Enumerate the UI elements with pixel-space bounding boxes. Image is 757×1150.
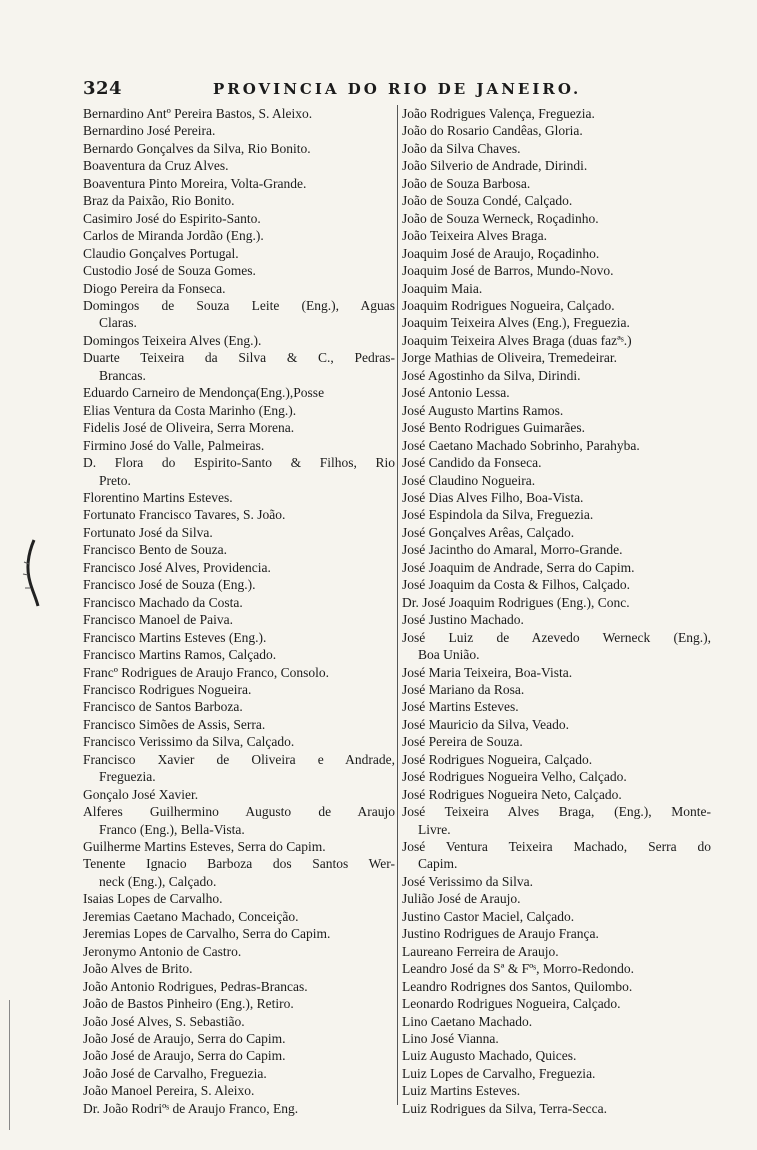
directory-entry: Francisco Verissimo da Silva, Calçado. xyxy=(83,734,295,750)
page-number: 324 xyxy=(83,78,123,99)
directory-entry: José Rodrigues Nogueira, Calçado. xyxy=(402,751,593,767)
directory-entry: João de Bastos Pinheiro (Eng.), Retiro. xyxy=(83,996,294,1012)
directory-entry: Tenente Ignacio Barboza dos Santos Wer- xyxy=(83,856,395,872)
directory-entry: Justino Castor Maciel, Calçado. xyxy=(402,908,575,924)
directory-entry: José Pereira de Souza. xyxy=(402,734,523,750)
directory-entry: Eduardo Carneiro de Mendonça(Eng.),Posse xyxy=(83,385,325,401)
directory-entry: Casimiro José do Espirito-Santo. xyxy=(83,210,261,226)
directory-entry: Laureano Ferreira de Araujo. xyxy=(402,943,559,959)
right-column xyxy=(402,105,711,1117)
directory-entry: João Silverio de Andrade, Dirindi. xyxy=(402,158,588,174)
directory-entry: José Joaquim da Costa & Filhos, Calçado. xyxy=(402,577,630,593)
directory-entry: Luiz Martins Esteves. xyxy=(402,1083,521,1099)
directory-entry: Francisco Martins Ramos, Calçado. xyxy=(83,647,277,663)
directory-entry: Custodio José de Souza Gomes. xyxy=(83,263,256,279)
page-header xyxy=(83,78,708,102)
directory-entry-continuation: Boa União. xyxy=(418,647,480,663)
directory-entry: José Martins Esteves. xyxy=(402,699,519,715)
directory-entry: Domingos Teixeira Alves (Eng.). xyxy=(83,332,262,348)
directory-entry: José Maria Teixeira, Boa-Vista. xyxy=(402,664,573,680)
page-title: PROVINCIA DO RIO DE JANEIRO. xyxy=(213,80,582,98)
directory-entry: João Alves de Brito. xyxy=(83,961,193,977)
directory-entry: Domingos de Souza Leite (Eng.), Aguas xyxy=(83,297,395,313)
directory-entry: Francisco de Santos Barboza. xyxy=(83,699,243,715)
directory-entry: Bernardo Gonçalves da Silva, Rio Bonito. xyxy=(83,140,311,156)
directory-entry: Fortunato Francisco Tavares, S. João. xyxy=(83,507,286,523)
directory-entry: José Ventura Teixeira Machado, Serra do xyxy=(402,839,711,855)
directory-entry: José Espindola da Silva, Freguezia. xyxy=(402,507,594,523)
directory-entry-continuation: Livre. xyxy=(418,821,451,837)
directory-entry: José Dias Alves Filho, Boa-Vista. xyxy=(402,489,584,505)
directory-entry: Carlos de Miranda Jordão (Eng.). xyxy=(83,228,264,244)
directory-entry: Jorge Mathias de Oliveira, Tremedeirar. xyxy=(402,350,617,366)
directory-entry: Francisco José Alves, Providencia. xyxy=(83,559,271,575)
directory-entry: Julião José de Araujo. xyxy=(402,891,521,907)
directory-entry: Joaquim Maia. xyxy=(402,280,483,296)
directory-entry: José Rodrigues Nogueira Velho, Calçado. xyxy=(402,769,627,785)
directory-entry: José Bento Rodrigues Guimarães. xyxy=(402,420,585,436)
directory-entry: José Joaquim de Andrade, Serra do Capim. xyxy=(402,559,635,575)
directory-entry: Luiz Lopes de Carvalho, Freguezia. xyxy=(402,1065,596,1081)
directory-entry: Fidelis José de Oliveira, Serra Morena. xyxy=(83,420,295,436)
directory-entry: Francisco Xavier de Oliveira e Andrade, xyxy=(83,751,395,767)
margin-rule xyxy=(9,1000,10,1130)
directory-entry: Alferes Guilhermino Augusto de Araujo xyxy=(83,804,395,820)
directory-entry-continuation: Claras. xyxy=(99,315,137,331)
directory-entry: Jeremias Lopes de Carvalho, Serra do Capim. xyxy=(83,926,331,942)
directory-entry: Jeronymo Antonio de Castro. xyxy=(83,943,242,959)
directory-entry: João do Rosario Candêas, Gloria. xyxy=(402,123,583,139)
directory-columns xyxy=(83,105,711,1115)
directory-entry: Duarte Teixeira da Silva & C., Pedras- xyxy=(83,350,395,366)
directory-entry: Diogo Pereira da Fonseca. xyxy=(83,280,226,296)
directory-entry: João José de Araujo, Serra do Capim. xyxy=(83,1048,286,1064)
directory-entry: Florentino Martins Esteves. xyxy=(83,489,233,505)
column-divider xyxy=(397,105,398,1105)
directory-entry: José Caetano Machado Sobrinho, Parahyba. xyxy=(402,437,640,453)
directory-entry: João de Souza Barbosa. xyxy=(402,175,531,191)
directory-entry: Jeremias Caetano Machado, Conceição. xyxy=(83,908,299,924)
directory-entry: Fortunato José da Silva. xyxy=(83,524,213,540)
directory-entry: Lino Caetano Machado. xyxy=(402,1013,533,1029)
directory-entry: João Teixeira Alves Braga. xyxy=(402,228,548,244)
directory-entry: Claudio Gonçalves Portugal. xyxy=(83,245,239,261)
directory-entry: Dr. José Joaquim Rodrigues (Eng.), Conc. xyxy=(402,594,630,610)
directory-entry: Francisco Simões de Assis, Serra. xyxy=(83,716,266,732)
directory-entry: Joaquim Teixeira Alves (Eng.), Freguezia. xyxy=(402,315,630,331)
directory-entry: Bernardino José Pereira. xyxy=(83,123,216,139)
directory-entry: Joaquim José de Barros, Mundo-Novo. xyxy=(402,263,614,279)
directory-entry: Francisco Martins Esteves (Eng.). xyxy=(83,629,267,645)
directory-entry: João José Alves, S. Sebastião. xyxy=(83,1013,245,1029)
directory-entry: João de Souza Werneck, Roçadinho. xyxy=(402,210,599,226)
directory-entry: Leonardo Rodrigues Nogueira, Calçado. xyxy=(402,996,621,1012)
directory-entry: Francisco José de Souza (Eng.). xyxy=(83,577,256,593)
directory-entry: Boaventura Pinto Moreira, Volta-Grande. xyxy=(83,175,307,191)
directory-entry: Francisco Bento de Souza. xyxy=(83,542,227,558)
directory-entry: Guilherme Martins Esteves, Serra do Capim. xyxy=(83,839,326,855)
margin-bracket-mark xyxy=(20,538,42,608)
directory-entry: Elias Ventura da Costa Marinho (Eng.). xyxy=(83,402,297,418)
directory-entry: José Teixeira Alves Braga, (Eng.), Monte- xyxy=(402,804,711,820)
directory-entry-continuation: neck (Eng.), Calçado. xyxy=(99,873,217,889)
directory-entry: José Antonio Lessa. xyxy=(402,385,510,401)
directory-entry: Dr. João Rodriºˢ de Araujo Franco, Eng. xyxy=(83,1100,299,1116)
directory-entry: José Jacintho do Amaral, Morro-Grande. xyxy=(402,542,623,558)
directory-entry: Braz da Paixão, Rio Bonito. xyxy=(83,193,235,209)
directory-entry-continuation: Freguezia. xyxy=(99,769,156,785)
directory-entry: José Verissimo da Silva. xyxy=(402,873,533,889)
directory-entry: Francisco Manoel de Paiva. xyxy=(83,612,233,628)
directory-entry: Lino José Vianna. xyxy=(402,1031,499,1047)
directory-entry: José Rodrigues Nogueira Neto, Calçado. xyxy=(402,786,622,802)
directory-entry: Luiz Rodrigues da Silva, Terra-Secca. xyxy=(402,1100,607,1116)
directory-entry: Justino Rodrigues de Araujo França. xyxy=(402,926,599,942)
directory-entry: João José de Araujo, Serra do Capim. xyxy=(83,1031,286,1047)
directory-entry: Leandro José da Sª & Fºˢ, Morro-Redondo. xyxy=(402,961,634,977)
directory-entry: Joaquim Rodrigues Nogueira, Calçado. xyxy=(402,297,615,313)
directory-entry-continuation: Capim. xyxy=(418,856,458,872)
directory-entry: Gonçalo José Xavier. xyxy=(83,786,199,802)
left-column xyxy=(83,105,395,1117)
directory-entry: José Gonçalves Arêas, Calçado. xyxy=(402,524,575,540)
directory-entry-continuation: Franco (Eng.), Bella-Vista. xyxy=(99,821,245,837)
directory-entry: Francº Rodrigues de Araujo Franco, Consolo. xyxy=(83,664,330,680)
directory-entry: João Antonio Rodrigues, Pedras-Brancas. xyxy=(83,978,308,994)
directory-entry: Luiz Augusto Machado, Quices. xyxy=(402,1048,577,1064)
directory-entry: José Claudino Nogueira. xyxy=(402,472,536,488)
directory-entry: João José de Carvalho, Freguezia. xyxy=(83,1065,267,1081)
directory-entry: José Candido da Fonseca. xyxy=(402,455,542,471)
directory-entry: João Manoel Pereira, S. Aleixo. xyxy=(83,1083,255,1099)
directory-entry: Leandro Rodrignes dos Santos, Quilombo. xyxy=(402,978,633,994)
directory-entry: D. Flora do Espirito-Santo & Filhos, Rio xyxy=(83,455,395,471)
directory-entry: João de Souza Condé, Calçado. xyxy=(402,193,573,209)
directory-entry: Francisco Machado da Costa. xyxy=(83,594,243,610)
directory-entry: Francisco Rodrigues Nogueira. xyxy=(83,681,252,697)
directory-entry: João da Silva Chaves. xyxy=(402,140,521,156)
directory-entry: João Rodrigues Valença, Freguezia. xyxy=(402,106,595,121)
directory-entry: José Mauricio da Silva, Veado. xyxy=(402,716,569,732)
directory-entry: José Agostinho da Silva, Dirindi. xyxy=(402,367,581,383)
directory-entry: José Mariano da Rosa. xyxy=(402,681,525,697)
directory-entry: Firmino José do Valle, Palmeiras. xyxy=(83,437,265,453)
directory-entry: Bernardino Antº Pereira Bastos, S. Aleixo. xyxy=(83,106,313,121)
directory-entry: Joaquim Teixeira Alves Braga (duas fazªˢ.) xyxy=(402,332,632,348)
directory-entry-continuation: Brancas. xyxy=(99,367,146,383)
directory-entry-continuation: Preto. xyxy=(99,472,131,488)
directory-entry: José Luiz de Azevedo Werneck (Eng.), xyxy=(402,629,711,645)
directory-entry: José Augusto Martins Ramos. xyxy=(402,402,564,418)
directory-entry: Joaquim José de Araujo, Roçadinho. xyxy=(402,245,600,261)
directory-entry: Isaias Lopes de Carvalho. xyxy=(83,891,223,907)
directory-entry: Boaventura da Cruz Alves. xyxy=(83,158,229,174)
directory-entry: José Justino Machado. xyxy=(402,612,524,628)
